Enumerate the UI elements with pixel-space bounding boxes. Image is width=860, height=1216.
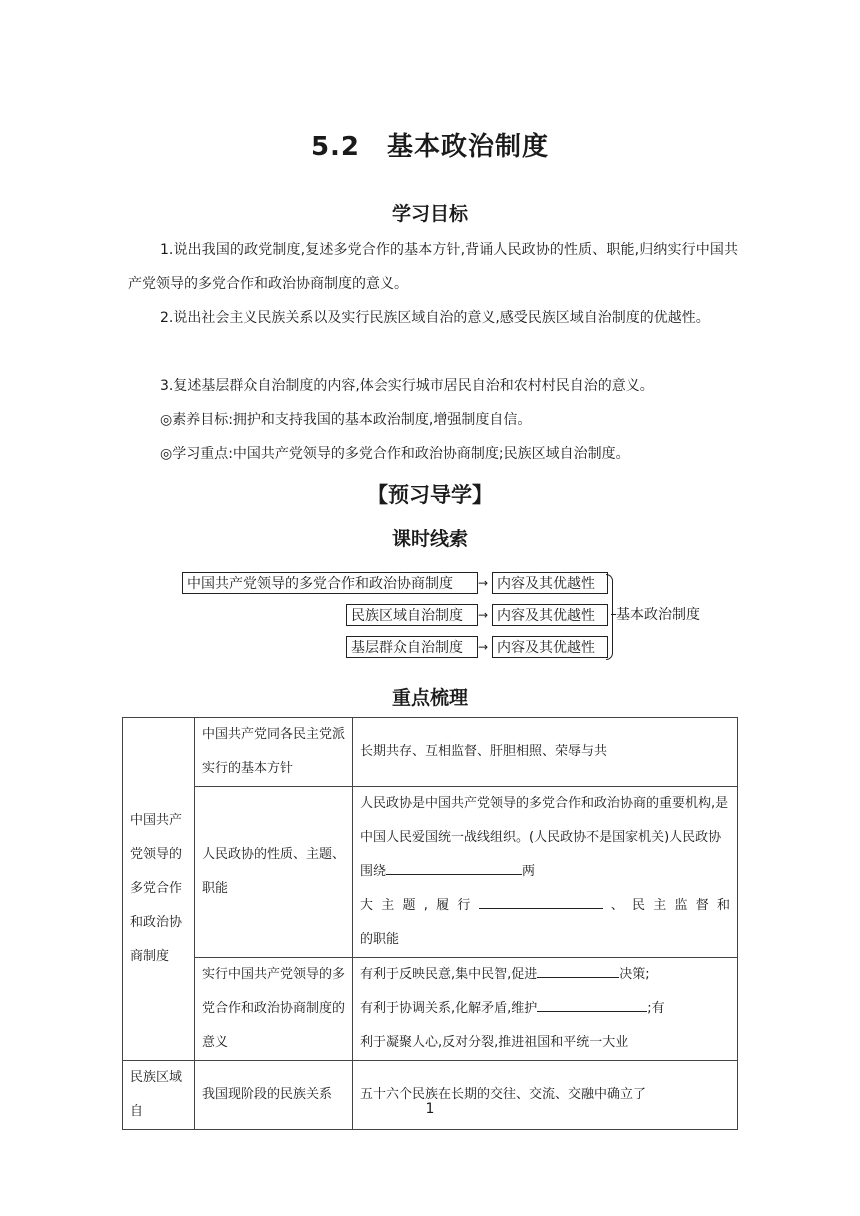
- clue-box-ethnic-autonomy: 民族区域自治制度: [346, 604, 478, 626]
- clue-box-grassroots: 基层群众自治制度: [346, 636, 478, 658]
- clue-box-content-3: 内容及其优越性: [492, 636, 608, 658]
- content-text: 的职能: [360, 932, 400, 947]
- table-row: [123, 787, 738, 958]
- fill-blank[interactable]: [386, 856, 522, 875]
- fill-blank[interactable]: [537, 993, 647, 1012]
- brace-icon: [606, 574, 613, 660]
- group-cell-party-system: 中国共产党领导的多党合作和政治协商制度: [123, 718, 195, 1061]
- review-heading: 重点梳理: [391, 687, 468, 709]
- clue-box-content-1: 内容及其优越性: [492, 572, 608, 594]
- arrow-icon: →: [478, 608, 489, 622]
- content-text: 决策;: [619, 967, 650, 982]
- clue-summary: 基本政治制度: [616, 607, 700, 623]
- table-row: [123, 958, 738, 1061]
- content-cell: 长期共存、互相监督、肝胆相照、荣辱与共: [353, 718, 738, 787]
- page-title: 5.2 基本政治制度: [310, 132, 550, 162]
- content-text: 有利于协调关系,化解矛盾,维护: [360, 1001, 538, 1016]
- key-points: ◎学习重点:中国共产党领导的多党合作和政治协商制度;民族区域自治制度。: [160, 446, 630, 462]
- preview-heading: 【预习导学】: [367, 483, 493, 507]
- clue-box-party-system: 中国共产党领导的多党合作和政治协商制度: [182, 572, 478, 594]
- fill-blank[interactable]: [479, 890, 603, 909]
- content-text: 人民政协是中国共产党领导的多党合作和政治协商的重要机构,是中国人民爱国统一战线组织。(人民政协不是国家机关)人民政协围绕: [360, 796, 729, 879]
- objective-3: 3.复述基层群众自治制度的内容,体会实行城市居民自治和农村村民自治的意义。: [160, 378, 654, 394]
- content-cell: [353, 958, 738, 1061]
- content-text: 有利于反映民意,集中民智,促进: [360, 967, 538, 982]
- content-text: 大主题,履行: [360, 898, 479, 913]
- group-cell-ethnic-autonomy: 民族区域自: [123, 1061, 195, 1130]
- content-cell: 五十六个民族在长期的交往、交流、交融中确立了: [353, 1061, 738, 1130]
- literacy-goal: ◎素养目标:拥护和支持我国的基本政治制度,增强制度自信。: [160, 412, 532, 428]
- content-text: 两: [522, 864, 536, 879]
- clue-box-content-2: 内容及其优越性: [492, 604, 608, 626]
- arrow-icon: →: [478, 640, 489, 654]
- topic-cell: 我国现阶段的民族关系: [195, 1061, 353, 1130]
- review-table: [122, 717, 738, 1130]
- objectives-heading: 学习目标: [391, 203, 468, 225]
- topic-cell: 人民政协的性质、主题、职能: [195, 787, 353, 958]
- fill-blank[interactable]: [537, 959, 619, 978]
- content-text: 、民主监督和: [602, 898, 730, 913]
- clue-heading: 课时线索: [391, 528, 468, 550]
- page-number: 1: [425, 1101, 435, 1117]
- content-line: [360, 889, 730, 923]
- table-row: [123, 1061, 738, 1130]
- arrow-icon: →: [478, 576, 489, 590]
- content-text: ;有: [647, 1001, 665, 1016]
- table-row: [123, 718, 738, 787]
- objective-1: 1.说出我国的政党制度,复述多党合作的基本方针,背诵人民政协的性质、职能,归纳实行中国共产党领导的多党合作和政治协商制度的意义。: [128, 242, 738, 292]
- content-text: 利于凝聚人心,反对分裂,推进祖国和平统一大业: [360, 1035, 629, 1050]
- content-cell: [353, 787, 738, 958]
- topic-cell: 实行中国共产党领导的多党合作和政治协商制度的意义: [195, 958, 353, 1061]
- topic-cell: 中国共产党同各民主党派实行的基本方针: [195, 718, 353, 787]
- objective-2: 2.说出社会主义民族关系以及实行民族区域自治的意义,感受民族区域自治制度的优越性。: [160, 310, 710, 326]
